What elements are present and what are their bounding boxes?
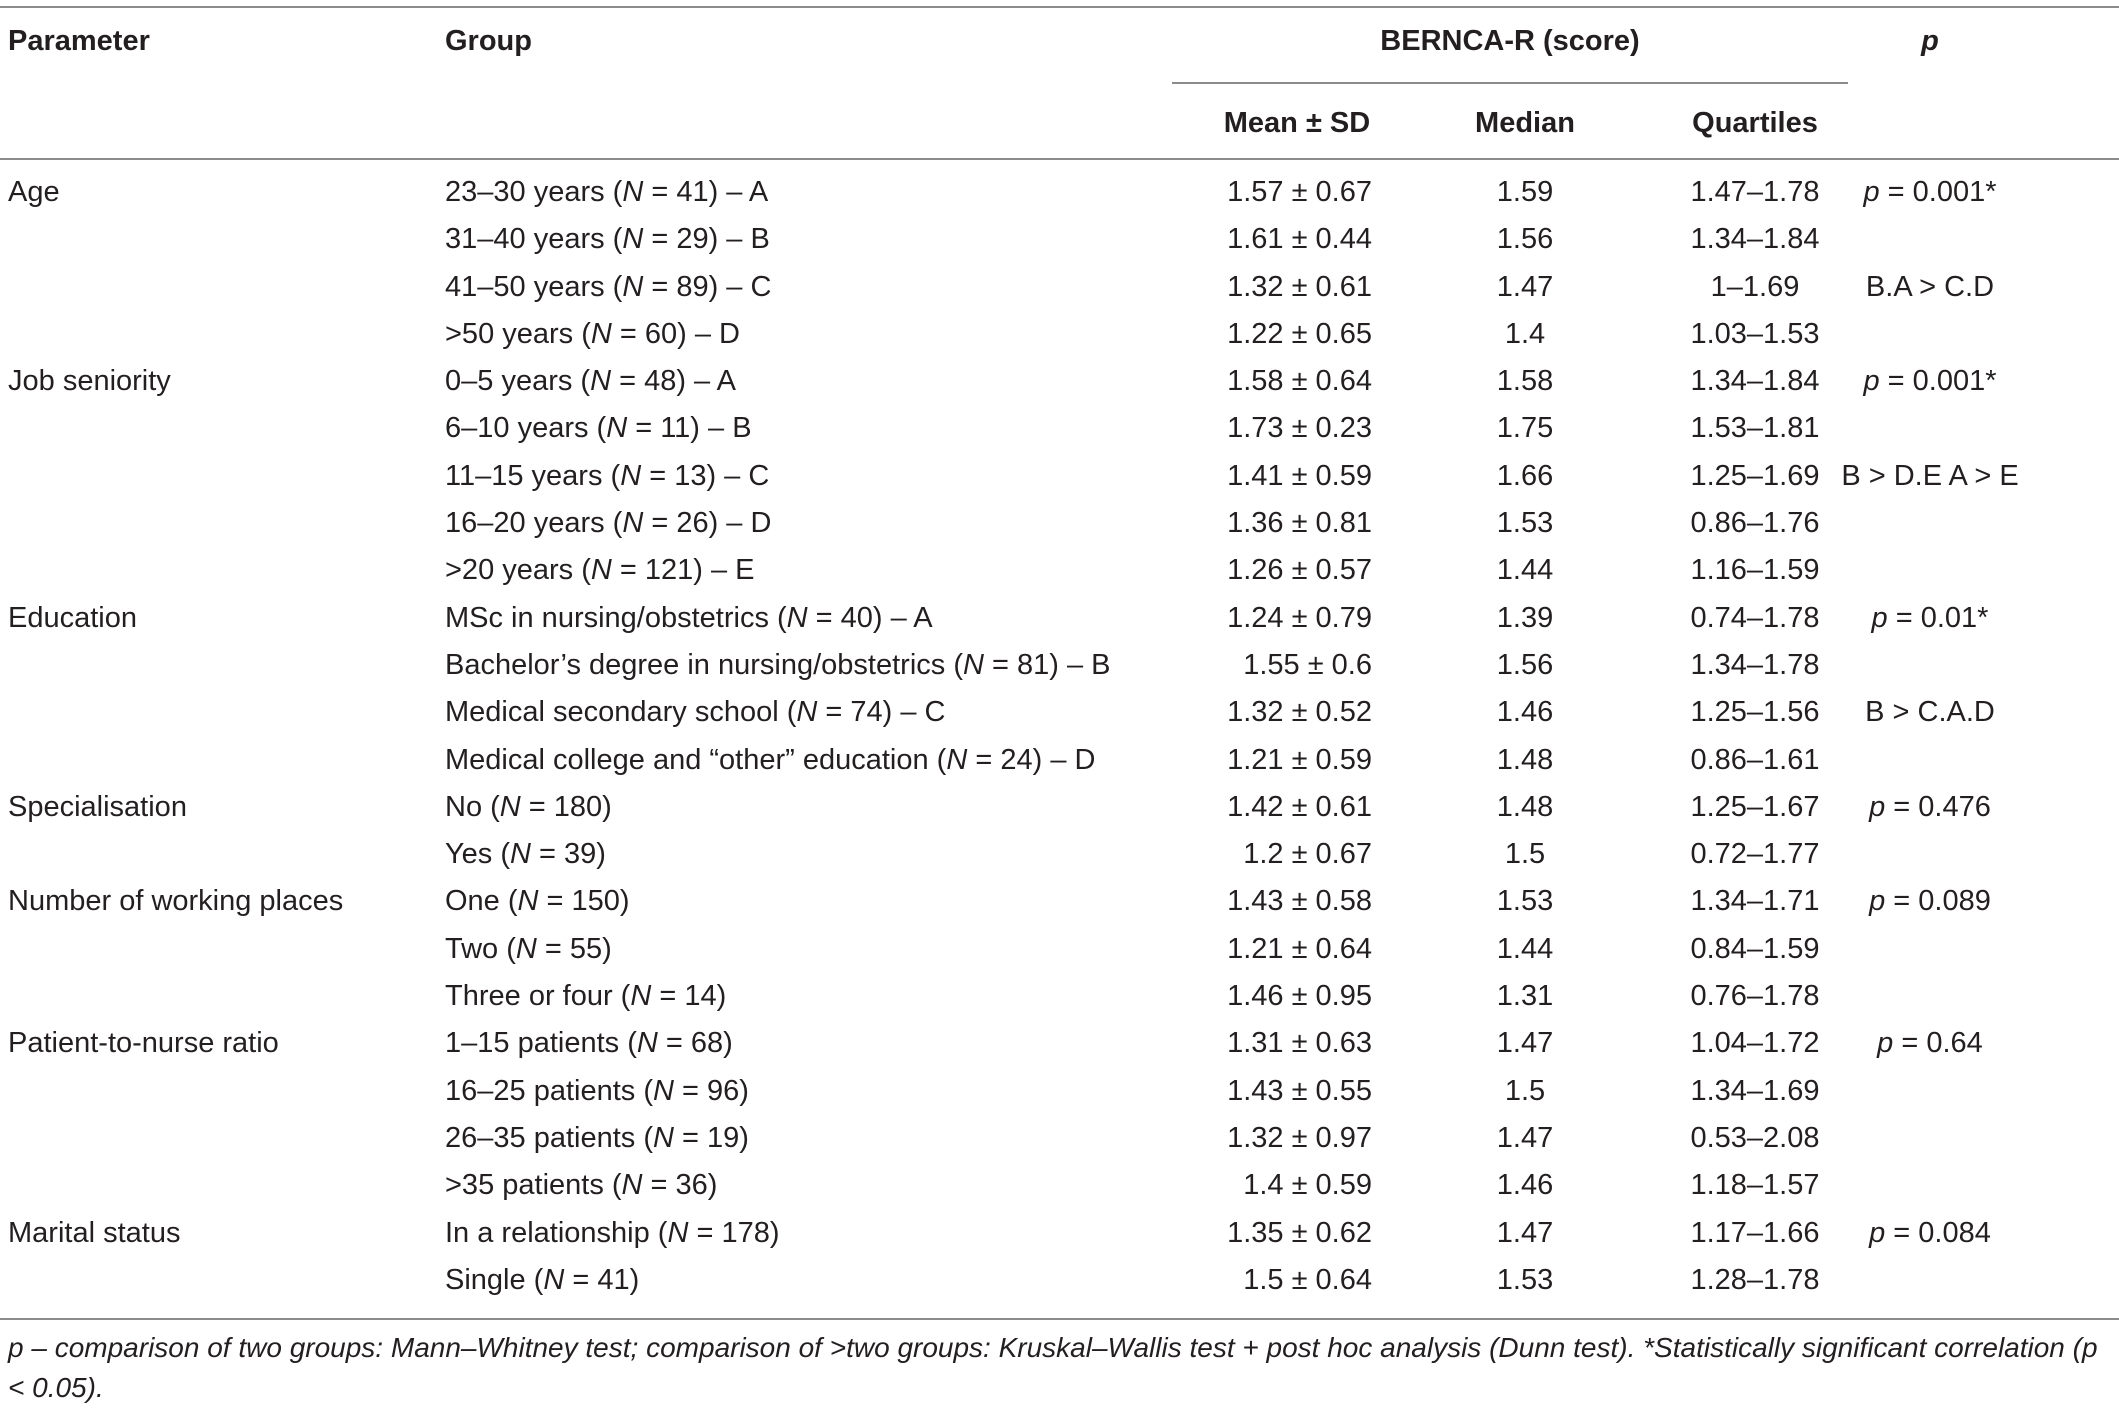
header-p: p (1921, 25, 1939, 57)
group-label: Medical college and “other” education ( (445, 743, 947, 776)
group-count: = 41) – A (643, 176, 769, 208)
header-rule (0, 158, 2119, 160)
p-symbol: p (1869, 885, 1886, 918)
table-row (0, 786, 2119, 833)
table-row (0, 1117, 2119, 1164)
mean-sd-cell: 1.41 ± 0.59 (1227, 459, 1372, 492)
group-label: Medical secondary school ( (445, 696, 797, 729)
quartiles-cell: 0.84–1.59 (1690, 932, 1820, 965)
header-parameter: Parameter (8, 25, 150, 57)
table-row (0, 1212, 2119, 1259)
sample-size-symbol: N (946, 743, 968, 776)
table-row (0, 833, 2119, 880)
group-cell (445, 506, 771, 540)
group-cell (445, 1074, 749, 1108)
group-count: = 68) (657, 1027, 733, 1060)
mean-sd-cell: 1.61 ± 0.44 (1227, 223, 1372, 256)
group-label: 41–50 years ( (445, 270, 623, 303)
median-cell: 1.59 (1496, 176, 1554, 208)
group-count: = 11) – B (627, 412, 752, 445)
group-label: 26–35 patients ( (445, 1121, 653, 1154)
median-cell: 1.31 (1496, 980, 1554, 1013)
mean-sd-cell: 1.58 ± 0.64 (1227, 365, 1372, 398)
table-row (0, 597, 2119, 644)
header-group: Group (445, 25, 532, 57)
group-cell (445, 175, 768, 209)
group-label: >35 patients ( (445, 1169, 622, 1202)
group-count: = 121) – E (611, 554, 755, 587)
table-row (0, 975, 2119, 1022)
group-count: = 13) – C (641, 459, 770, 492)
group-label: In a relationship ( (445, 1216, 668, 1249)
p-value-cell (1790, 695, 2070, 729)
sample-size-symbol: N (622, 223, 644, 256)
p-value-cell (1790, 884, 2070, 918)
sample-size-symbol: N (622, 270, 644, 303)
median-cell: 1.46 (1496, 1169, 1554, 1202)
sample-size-symbol: N (652, 1121, 674, 1154)
group-label: 1–15 patients ( (445, 1027, 637, 1060)
group-label: MSc in nursing/obstetrics ( (445, 601, 787, 634)
table-row (0, 644, 2119, 691)
mean-sd-cell: 1.57 ± 0.67 (1227, 176, 1372, 208)
group-label: 0–5 years ( (445, 365, 591, 398)
group-count: = 55) (536, 932, 612, 965)
quartiles-cell: 1–1.69 (1710, 270, 1800, 303)
group-cell (445, 648, 1111, 682)
quartiles-cell: 1.34–1.84 (1690, 365, 1820, 398)
group-count: = 26) – D (643, 507, 772, 540)
quartiles-cell: 0.76–1.78 (1690, 980, 1820, 1013)
group-cell (445, 411, 752, 445)
group-label: 11–15 years ( (445, 459, 621, 492)
footnote: p – comparison of two groups: Mann–Whitney test; comparison of >two groups: Kruskal–Wallis test + post hoc analysis (Dunn test). *Statistically significant correlation (p < 0.05). (8, 1332, 2098, 1403)
group-cell (445, 270, 771, 304)
quartiles-cell: 1.03–1.53 (1690, 317, 1820, 350)
group-cell (445, 459, 769, 493)
mean-sd-cell: 1.35 ± 0.62 (1227, 1216, 1372, 1249)
table-row (0, 266, 2119, 313)
quartiles-cell: 0.86–1.76 (1690, 507, 1820, 540)
sample-size-symbol: N (796, 696, 818, 729)
mean-sd-cell: 1.42 ± 0.61 (1227, 790, 1372, 823)
table-row (0, 218, 2119, 265)
p-value-cell (1790, 270, 2070, 304)
quartiles-cell: 1.34–1.78 (1690, 648, 1820, 681)
mean-sd-cell: 1.43 ± 0.58 (1227, 885, 1372, 918)
mean-sd-cell: 1.22 ± 0.65 (1227, 317, 1372, 350)
median-cell: 1.44 (1496, 932, 1554, 965)
group-cell (445, 1026, 733, 1060)
median-cell: 1.46 (1496, 696, 1554, 729)
group-cell (445, 1216, 780, 1250)
p-value-cell (1790, 1026, 2070, 1060)
mean-sd-cell: 1.24 ± 0.79 (1227, 601, 1372, 634)
table-row (0, 455, 2119, 502)
sample-size-symbol: N (652, 1074, 674, 1107)
parameter-cell: Number of working places (8, 885, 344, 918)
group-cell (445, 1263, 639, 1297)
group-cell (445, 553, 755, 587)
group-cell (445, 695, 946, 729)
quartiles-cell: 1.25–1.56 (1690, 696, 1820, 729)
table-row (0, 1164, 2119, 1211)
group-label: >20 years ( (445, 554, 591, 587)
mean-sd-cell: 1.73 ± 0.23 (1227, 412, 1372, 445)
table-row (0, 739, 2119, 786)
sample-size-symbol: N (590, 365, 612, 398)
median-cell: 1.4 (1504, 317, 1546, 350)
quartiles-cell: 0.53–2.08 (1690, 1121, 1820, 1154)
group-count: = 40) – A (807, 601, 933, 634)
group-cell (445, 932, 612, 966)
group-label: 16–25 patients ( (445, 1074, 653, 1107)
sample-size-symbol: N (621, 1169, 643, 1202)
sample-size-symbol: N (622, 507, 644, 540)
parameter-cell: Specialisation (8, 790, 187, 823)
quartiles-cell: 1.34–1.71 (1690, 885, 1820, 918)
group-count: = 24) – D (967, 743, 1096, 776)
p-symbol: p (1871, 601, 1888, 634)
group-cell (445, 317, 740, 351)
group-count: = 41) (564, 1263, 640, 1296)
group-count: = 39) (530, 838, 606, 871)
table-row (0, 691, 2119, 738)
table-row (0, 360, 2119, 407)
quartiles-cell: 1.16–1.59 (1690, 554, 1820, 587)
quartiles-cell: 0.72–1.77 (1690, 838, 1820, 871)
mean-sd-cell: 1.31 ± 0.63 (1227, 1027, 1372, 1060)
quartiles-cell: 1.04–1.72 (1690, 1027, 1820, 1060)
sample-size-symbol: N (667, 1216, 689, 1249)
header-bernca: BERNCA-R (score) (1380, 25, 1640, 57)
group-label: No ( (445, 790, 500, 823)
median-cell: 1.56 (1496, 223, 1554, 256)
p-value-cell (1790, 364, 2070, 398)
median-cell: 1.53 (1496, 1263, 1554, 1296)
group-count: = 48) – A (611, 365, 736, 398)
mean-sd-cell: 1.55 ± 0.6 (1243, 648, 1372, 681)
mean-sd-cell: 1.43 ± 0.55 (1227, 1074, 1372, 1107)
group-count: = 89) – C (643, 270, 772, 303)
sample-size-symbol: N (620, 459, 642, 492)
median-cell: 1.48 (1496, 790, 1554, 823)
quartiles-cell: 1.53–1.81 (1690, 412, 1820, 445)
parameter-cell: Marital status (8, 1216, 181, 1249)
sample-size-symbol: N (517, 885, 539, 918)
group-label: 16–20 years ( (445, 507, 623, 540)
p-value: = 0.001* (1879, 176, 1997, 208)
group-count: = 180) (520, 790, 612, 823)
parameter-cell: Age (8, 176, 60, 208)
group-label: Two ( (445, 932, 516, 965)
median-cell: 1.66 (1496, 459, 1554, 492)
quartiles-cell: 1.25–1.67 (1690, 790, 1820, 823)
p-value: = 0.64 (1893, 1027, 1983, 1060)
sample-size-symbol: N (590, 317, 612, 350)
quartiles-cell: 0.74–1.78 (1690, 601, 1820, 634)
quartiles-cell: 1.25–1.69 (1690, 459, 1820, 492)
sample-size-symbol: N (786, 601, 808, 634)
table-row (0, 171, 2119, 218)
median-cell: 1.5 (1504, 1074, 1546, 1107)
sample-size-symbol: N (636, 1027, 658, 1060)
group-cell (445, 601, 933, 635)
sample-size-symbol: N (622, 176, 644, 208)
header-mean-sd: Mean ± SD (1223, 107, 1371, 139)
median-cell: 1.75 (1496, 412, 1554, 445)
mean-sd-cell: 1.21 ± 0.59 (1227, 743, 1372, 776)
table-row (0, 549, 2119, 596)
group-label: 23–30 years ( (445, 176, 623, 208)
group-cell (445, 743, 1095, 777)
group-count: = 60) – D (611, 317, 740, 350)
median-cell: 1.47 (1496, 1027, 1554, 1060)
bernca-subheader-rule (1172, 82, 1848, 84)
sample-size-symbol: N (515, 932, 537, 965)
quartiles-cell: 1.28–1.78 (1690, 1263, 1820, 1296)
group-label: One ( (445, 885, 518, 918)
median-cell: 1.56 (1496, 648, 1554, 681)
p-symbol: p (1877, 1027, 1894, 1060)
group-label: Yes ( (445, 838, 511, 871)
p-value-cell (1790, 790, 2070, 824)
quartiles-cell: 1.18–1.57 (1690, 1169, 1820, 1202)
table-body (0, 171, 2119, 1306)
sample-size-symbol: N (510, 838, 531, 871)
header-quartiles: Quartiles (1692, 107, 1818, 139)
table-row (0, 313, 2119, 360)
mean-sd-cell: 1.46 ± 0.95 (1227, 980, 1372, 1013)
median-cell: 1.58 (1496, 365, 1554, 398)
group-count: = 29) – B (643, 223, 770, 256)
group-label: >50 years ( (445, 317, 591, 350)
group-count: = 81) – B (983, 648, 1111, 681)
p-value: = 0.01* (1887, 601, 1989, 634)
sample-size-symbol: N (630, 980, 652, 1013)
group-cell (445, 364, 736, 398)
median-cell: 1.53 (1496, 507, 1554, 540)
mean-sd-cell: 1.2 ± 0.67 (1243, 838, 1372, 871)
group-count: = 36) (642, 1169, 718, 1202)
group-label: Single ( (445, 1263, 544, 1296)
group-label: 31–40 years ( (445, 223, 623, 256)
group-cell (445, 1121, 749, 1155)
p-symbol: p (1869, 1216, 1886, 1249)
mean-sd-cell: 1.32 ± 0.52 (1227, 696, 1372, 729)
group-count: = 96) (673, 1074, 749, 1107)
median-cell: 1.44 (1496, 554, 1554, 587)
table-row (0, 502, 2119, 549)
table-row (0, 880, 2119, 927)
group-label: Three or four ( (445, 980, 631, 1013)
median-cell: 1.47 (1496, 1121, 1554, 1154)
median-cell: 1.47 (1496, 1216, 1554, 1249)
mean-sd-cell: 1.26 ± 0.57 (1227, 554, 1372, 587)
group-cell (445, 790, 612, 824)
group-cell (445, 884, 630, 918)
group-count: = 14) (651, 980, 727, 1013)
p-value-cell (1790, 175, 2070, 209)
mean-sd-cell: 1.32 ± 0.97 (1227, 1121, 1372, 1154)
sample-size-symbol: N (590, 554, 612, 587)
top-rule (0, 6, 2119, 8)
mean-sd-cell: 1.21 ± 0.64 (1227, 932, 1372, 965)
table-row (0, 1022, 2119, 1069)
sample-size-symbol: N (606, 412, 628, 445)
mean-sd-cell: 1.32 ± 0.61 (1227, 270, 1372, 303)
group-cell (445, 222, 770, 256)
sample-size-symbol: N (499, 790, 521, 823)
group-cell (445, 837, 606, 871)
p-value: = 0.089 (1885, 885, 1991, 918)
sample-size-symbol: N (962, 648, 984, 681)
table-row (0, 1070, 2119, 1117)
p-value: = 0.084 (1885, 1216, 1991, 1249)
parameter-cell: Job seniority (8, 365, 171, 398)
quartiles-cell: 0.86–1.61 (1690, 743, 1820, 776)
median-cell: 1.39 (1496, 601, 1554, 634)
p-value-cell (1790, 459, 2070, 493)
p-value: B > D.E A > E (1841, 459, 2019, 492)
quartiles-cell: 1.34–1.84 (1690, 223, 1820, 256)
group-count: = 19) (673, 1121, 749, 1154)
mean-sd-cell: 1.5 ± 0.64 (1243, 1263, 1372, 1296)
group-cell (445, 979, 726, 1013)
p-value: = 0.001* (1879, 365, 1997, 398)
median-cell: 1.5 (1504, 838, 1546, 871)
p-symbol: p (1869, 790, 1886, 823)
median-cell: 1.53 (1496, 885, 1554, 918)
group-count: = 178) (688, 1216, 780, 1249)
mean-sd-cell: 1.4 ± 0.59 (1243, 1169, 1372, 1202)
p-value-cell (1790, 1216, 2070, 1250)
median-cell: 1.47 (1496, 270, 1554, 303)
parameter-cell: Education (8, 601, 137, 634)
bottom-rule (0, 1318, 2119, 1320)
group-label: 6–10 years ( (445, 412, 607, 445)
sample-size-symbol: N (543, 1263, 565, 1296)
quartiles-cell: 1.17–1.66 (1690, 1216, 1820, 1249)
mean-sd-cell: 1.36 ± 0.81 (1227, 507, 1372, 540)
quartiles-cell: 1.47–1.78 (1690, 176, 1820, 208)
quartiles-cell: 1.34–1.69 (1690, 1074, 1820, 1107)
median-cell: 1.48 (1496, 743, 1554, 776)
p-value: = 0.476 (1885, 790, 1991, 823)
table-row (0, 407, 2119, 454)
p-symbol: p (1863, 176, 1880, 208)
header-median: Median (1475, 107, 1575, 139)
parameter-cell: Patient-to-nurse ratio (8, 1027, 279, 1060)
group-label: Bachelor’s degree in nursing/obstetrics ( (445, 648, 963, 681)
table-row (0, 928, 2119, 975)
p-value: B > C.A.D (1865, 696, 1995, 729)
group-count: = 74) – C (817, 696, 946, 729)
p-value-cell (1790, 601, 2070, 635)
p-value: B.A > C.D (1865, 270, 1995, 303)
p-symbol: p (1863, 365, 1880, 398)
group-cell (445, 1168, 717, 1202)
group-count: = 150) (538, 885, 630, 918)
table-row (0, 1259, 2119, 1306)
